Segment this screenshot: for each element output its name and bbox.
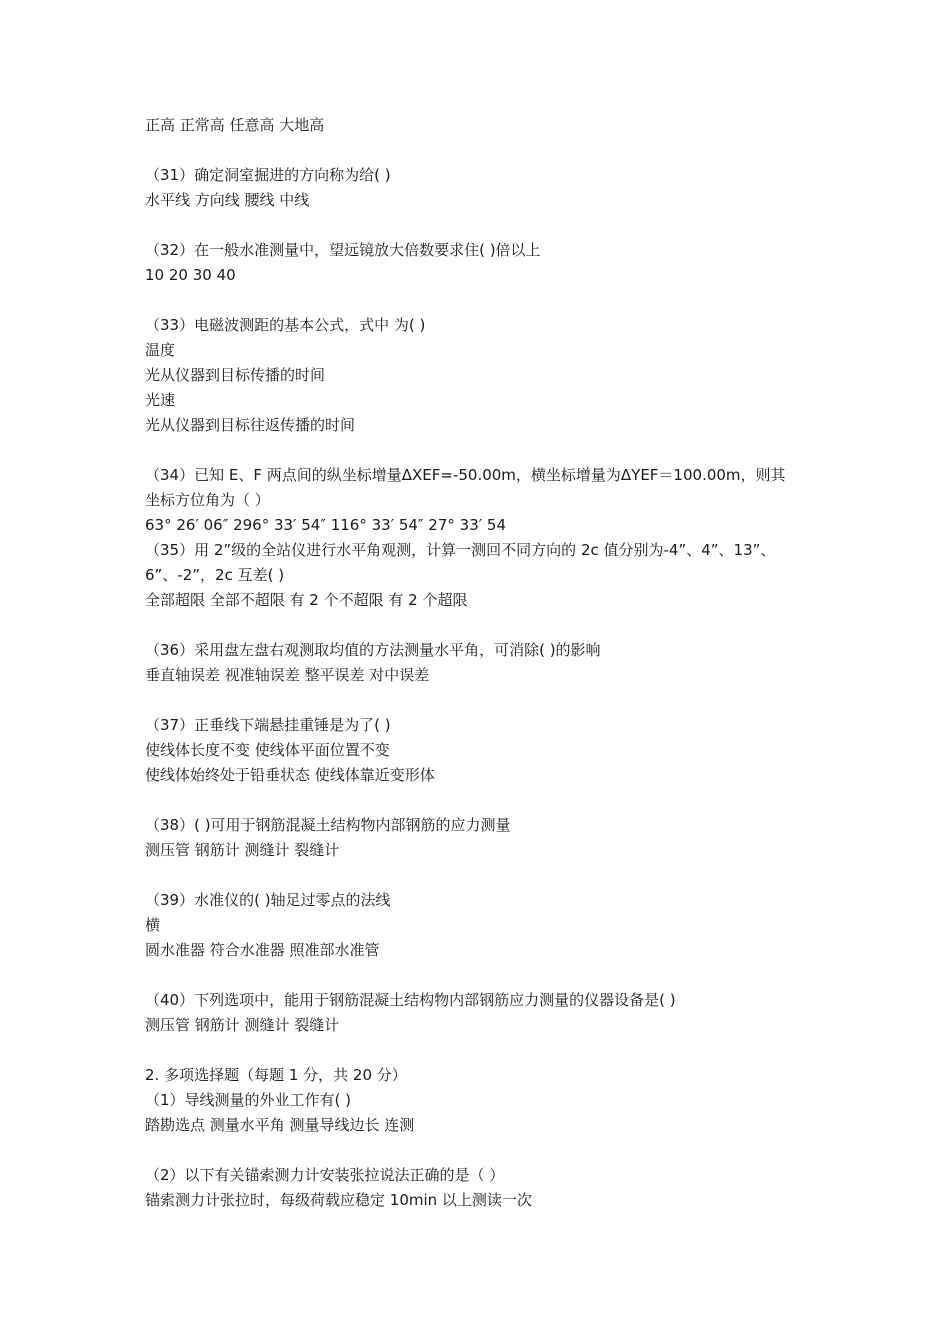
blank-line — [145, 688, 825, 713]
options-31: 水平线 方向线 腰线 中线 — [145, 191, 310, 209]
option-33-c: 光速 — [145, 391, 176, 409]
multi-question-1: （1）导线测量的外业工作有( ) — [145, 1091, 352, 1109]
option-39-a: 横 — [145, 916, 161, 934]
multi-options-1: 踏勘选点 测量水平角 测量导线边长 连测 — [145, 1116, 415, 1134]
question-40: （40）下列选项中，能用于钢筋混凝土结构物内部钢筋应力测量的仪器设备是( ) — [145, 991, 676, 1009]
options-37-a: 使线体长度不变 使线体平面位置不变 — [145, 741, 390, 759]
blank-line — [145, 863, 825, 888]
blank-line — [145, 788, 825, 813]
blank-line — [145, 963, 825, 988]
options-38: 测压管 钢筋计 测缝计 裂缝计 — [145, 841, 340, 859]
options-32: 10 20 30 40 — [145, 266, 236, 284]
question-35-cont: 6”、-2”，2c 互差( ) — [145, 566, 285, 584]
question-36: （36）采用盘左盘右观测取均值的方法测量水平角，可消除( )的影响 — [145, 641, 601, 659]
option-33-d: 光从仪器到目标往返传播的时间 — [145, 416, 356, 434]
options-40: 测压管 钢筋计 测缝计 裂缝计 — [145, 1016, 340, 1034]
blank-line — [145, 613, 825, 638]
question-34-cont: 坐标方位角为（ ） — [145, 491, 270, 509]
multi-question-2: （2）以下有关锚索测力计安装张拉说法正确的是（ ） — [145, 1166, 505, 1184]
question-35: （35）用 2”级的全站仪进行水平角观测，计算一测回不同方向的 2c 值分别为-4”、4”、13”、 — [145, 541, 776, 559]
question-34: （34）已知 E、F 两点间的纵坐标增量ΔXEF=-50.00m，横坐标增量为ΔYEF＝100.00m，则其 — [145, 466, 786, 484]
question-31: （31）确定洞室掘进的方向称为给( ) — [145, 166, 391, 184]
options-36: 垂直轴误差 视准轴误差 整平误差 对中误差 — [145, 666, 430, 684]
blank-line — [145, 1038, 825, 1063]
options-39: 圆水准器 符合水准器 照准部水准管 — [145, 941, 380, 959]
question-33: （33）电磁波测距的基本公式，式中 为( ) — [145, 316, 426, 334]
question-32: （32）在一般水准测量中，望远镜放大倍数要求住( )倍以上 — [145, 241, 541, 259]
section-heading: 2. 多项选择题（每题 1 分，共 20 分） — [145, 1066, 407, 1084]
option-33-b: 光从仪器到目标传播的时间 — [145, 366, 326, 384]
question-37: （37）正垂线下端悬挂重锤是为了( ) — [145, 716, 391, 734]
options-37-b: 使线体始终处于铅垂状态 使线体靠近变形体 — [145, 766, 435, 784]
blank-line — [145, 138, 825, 163]
blank-line — [145, 288, 825, 313]
blank-line — [145, 213, 825, 238]
question-38: （38）( )可用于钢筋混凝土结构物内部钢筋的应力测量 — [145, 816, 511, 834]
text-line: 正高 正常高 任意高 大地高 — [145, 116, 325, 134]
options-35: 全部超限 全部不超限 有 2 个不超限 有 2 个超限 — [145, 591, 468, 609]
multi-option-2-a: 锚索测力计张拉时，每级荷载应稳定 10min 以上测读一次 — [145, 1191, 532, 1209]
blank-line — [145, 438, 825, 463]
option-33-a: 温度 — [145, 341, 176, 359]
blank-line — [145, 1138, 825, 1163]
document-body — [145, 113, 825, 1213]
question-39: （39）水准仪的( )轴足过零点的法线 — [145, 891, 391, 909]
options-34: 63° 26′ 06″ 296° 33′ 54″ 116° 33′ 54″ 27° 33′ 54 — [145, 516, 507, 534]
